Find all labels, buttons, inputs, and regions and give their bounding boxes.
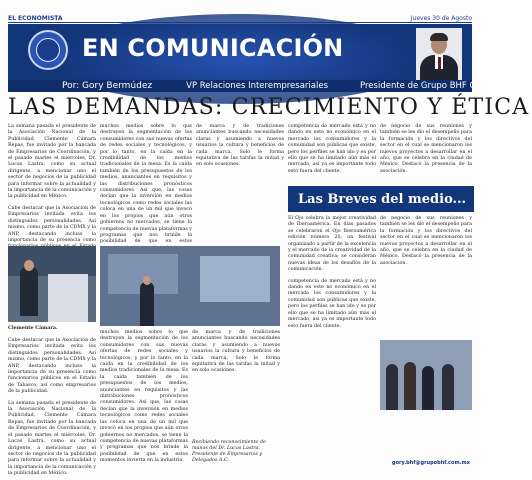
byline-role-2: Presidente de Grupo BHF Comunicación. [360,81,532,91]
byline-author: Por: Gory Bermúdez [62,81,153,91]
article-column-4 [288,124,376,184]
main-photo [8,246,96,322]
photo-caption-bottom: Recibiendo reconocimiento de manos del Dr. Lucas Lastra, Presidente de Empresarios y Delegados A.C. [192,440,266,463]
article-column-1 [8,124,96,242]
article-paragraph: muchos medios sobre lo que destruyen la segmentación de los consumidores con sus nuevas ofertas de redes sociales y tecnológicos, y por lo tanto, en la caída en la credibilidad de los medios tradicionales de la mesa. Es la caída también de los presupuestos de los medios, anunciantes en requisitos y las distribuciones pronósticos consumidores. Así que, las cosas decían que la inversión en medios tecnológicos como redes sociales las coloca en una de un mil que invocó en los propios que aún otros gobiernos no mercados, se tiene la competencia de nuevas plataformas y programas que nos brinde la posibilidad de que en estos momentos invierta en la industria. [100,330,188,464]
association-seal-icon [28,30,68,70]
article-column-5 [380,124,472,184]
article-column-1-bottom [8,338,96,477]
article-paragraph: de marca y de tradiciones anunciantes buscando necesidades claras y asumiendo a nuevos usuarios la cultura y beneficios de cada marca. Solo le forma equitativa de las tarifas la mitad y en solo ocasiones. [196,124,284,168]
breves-banner: Las Breves del medio... [288,186,474,212]
article-paragraph: La semana pasada el presidente de la Asociación Nacional de la Publicidad, Clemente Cámara Repas, fue invitado por la bancada de Empresarios de Coordinación, y el pasado martes el miércoles, Dr. Lucas Lastra, como su actual dirigente, a mencionar uno el sector de negocios de la publicidad para informar sobre la actualidad y la importancia de la comunicación y la publicidad en México. [8,124,96,200]
breves-column-left [288,216,376,466]
photo-caption-main: Clemente Cámara. [8,325,58,331]
article-paragraph: Cabe destacar que la Asociación de Empresarios invitada evita los distinguidos personalidades. Así mismo, como parte de la CDMX y la ANP, destacando incluso la importancia de su presencia como [8,205,96,243]
publication-name: EL ECONOMISTA [8,14,63,22]
event-photo [100,246,280,326]
byline-bar [8,80,532,92]
breves-paragraph: El Ojo celebra la mejor creatividad de Iberoamérica. En días pasados se celebraron el Ojo Iberoamérica edición número 20, un festival organizado a partir de la excelencia y el mercado de la creatividad de la comunidad creativa; se consideran nuevas ideas de los desafíos de la comunicación. [288,216,376,273]
section-title: EN COMUNICACIÓN [82,34,344,62]
section-banner [8,24,472,80]
article-column-3-bottom [192,330,280,430]
group-photo [380,340,472,410]
article-paragraph: de marca y de tradiciones anunciantes buscando necesidades claras y asumiendo a nuevos usuarios la cultura y beneficios de cada marca. Solo le forma equitativa de las tarifas la mitad y en solo ocasiones. [192,330,280,374]
columnist-email[interactable]: gory.bhf@grupobhf.com.mx [392,460,470,466]
breves-paragraph: competencia de mercado está y no dando en este no económico en el mercado los consumidores y la comunidad son públicas que existe, pero los perfiles se han ido y es por ello que se ha limitado aún más el mercado, así ya es importante todo esto fuera del cliente. [288,278,376,329]
breves-column-right [380,216,472,336]
columnist-portrait [416,28,462,80]
main-headline: LAS DEMANDAS: CRECIMIENTO Y ÉTICA [8,95,530,120]
byline-role-1: VP Relaciones Interempresariales [186,81,329,91]
issue-date: Jueves 30 de Agosto [410,14,472,22]
article-paragraph: muchos medios sobre lo que destruyen la segmentación de los consumidores con sus nuevas ofertas de redes sociales y tecnológicos, y por lo tanto, en la caída en la credibilidad de los medios tradicionales de la mesa. Es la caída también de los presupuestos de los medios, anunciantes en requisitos y las distribuciones pronósticos consumidores. Así que, las cosas decían que la inversión en medios tecnológicos como redes sociales las coloca en una de un mil que invocó en los propios que aún otros gobiernos no mercados, se tiene la competencia de nuevas plataformas y programas que nos brinde la posibilidad de que en estos [100,124,192,245]
article-paragraph: Cabe destacar que la Asociación de Empresarios invitada evita los distinguidos personalidades. Así mismo, como parte de la CDMX y la ANP, destacando incluso la importancia de su presencia como funcionarios públicos en el Estado de Tabasco, así como empresarios de la publicidad. [8,338,96,395]
breves-paragraph: de negocio de sus reuniones y también se les dio el desempeño para la formación y los directivos del sector en el cual se mencionaron los nuevos proyectos a desarrollar en el año, que se celebra en la ciudad de México. Destacó la presencia de la asociación. [380,216,472,266]
article-column-2 [100,124,192,245]
article-column-3 [196,124,284,242]
article-paragraph: competencia de mercado está y no dando en este no económico en el mercado los consumidores y la comunidad son públicas que existe, pero los perfiles se han ido y es por ello que se ha limitado aún más el mercado, así ya es importante todo esto fuera del cliente. [288,124,376,174]
article-paragraph: de negocio de sus reuniones y también se les dio el desempeño para la formación y los directivos del sector en el cual se mencionaron los nuevos proyectos a desarrollar en el año, que se celebra en la ciudad de México. Destacó la presencia de la asociación. [380,124,472,174]
article-paragraph: La semana pasada el presidente de la Asociación Nacional de la Publicidad, Clemente Cámara Repas, fue invitado por la bancada de Empresarios de Coordinación, y el pasado martes el miércoles, Dr. Lucas Lastra, como su actual dirigente, a mencionar uno el sector de negocios de la publicidad para informar sobre la actualidad y la importancia de la comunicación y la publicidad en México. [8,400,96,477]
article-column-2-bottom [100,330,188,470]
